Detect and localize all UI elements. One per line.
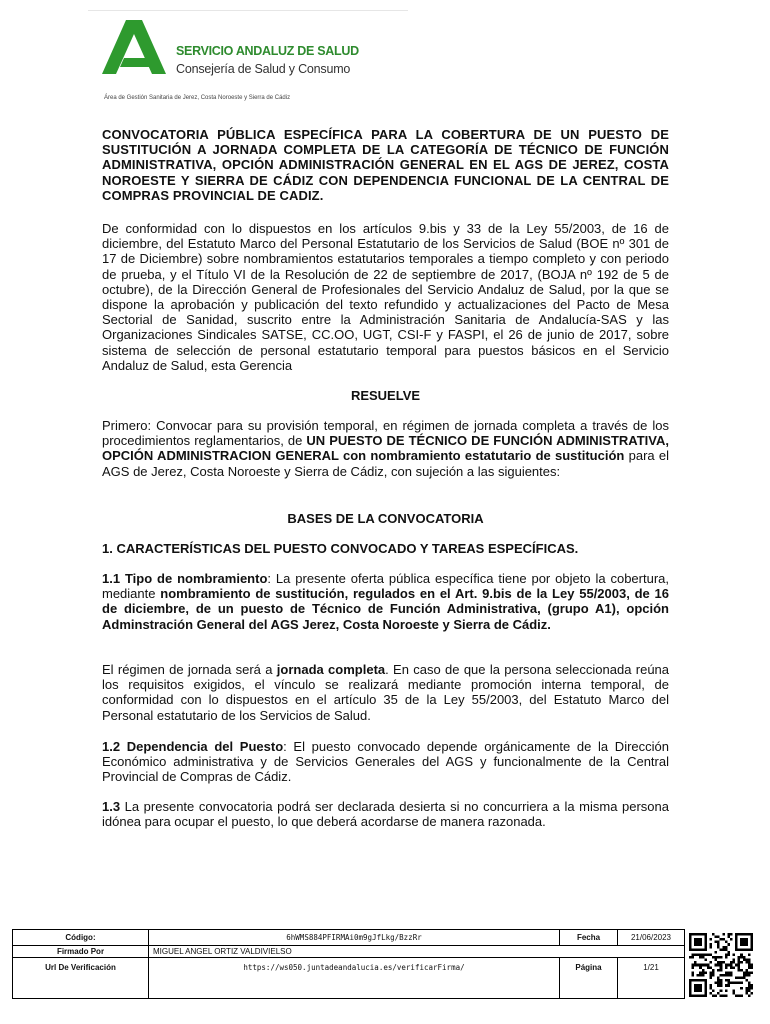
org-subtitle: Consejería de Salud y Consumo [176, 62, 351, 76]
jornada-text-c: . En caso de que la persona seleccionada reúna los requisitos exigidos, el vínculo se realizará mediante promoción interna temporal, de conformidad con lo dispuestos en el artículo 35 de la Ley 55/2003, del Estatuto Marco del Personal estatutario de los Servicios de Salud. [102, 662, 670, 723]
document-title: CONVOCATORIA PÚBLICA ESPECÍFICA PARA LA COBERTURA DE UN PUESTO DE SUSTITUCIÓN A JORNADA COMPLETA DE LA CATEGORÍA DE TÉCNICO DE FUNCIÓN ADMINISTRATIVA, OPCIÓN ADMINISTRACIÓN GENERAL EN EL AGS DE JEREZ, COSTA NOROESTE Y SIERRA DE CÁDIZ CON DEPENDENCIA FUNCIONAL DE LA CENTRAL DE COMPRAS PROVINCIAL DE CADIZ. [102, 127, 669, 203]
signature-row-url [13, 957, 684, 998]
section-1-1-paragraph [102, 571, 669, 632]
codigo-label: Código: [13, 930, 149, 945]
sas-logo-icon [102, 20, 168, 76]
jornada-text-a: El régimen de jornada será a [102, 662, 277, 677]
section-1-3-text: La presente convocatoria podrá ser declarada desierta si no concurriera a la misma persona idónea para ocupar el puesto, lo que deberá acordarse de manera razonada. [102, 799, 669, 830]
qr-code-icon [689, 933, 753, 997]
section-1-1-label: 1.1 Tipo de nombramiento [102, 571, 268, 586]
section-1-heading: 1. CARACTERÍSTICAS DEL PUESTO CONVOCADO Y TAREAS ESPECÍFICAS. [102, 541, 579, 556]
pagina-label: Página [560, 957, 618, 998]
signature-row-codigo [13, 930, 684, 946]
codigo-value: 6hWMS884PFIRMAi0m9gJfLkg/BzzRr [149, 930, 560, 945]
url-value[interactable]: https://ws050.juntadeandalucia.es/verificarFirma/ [149, 957, 560, 998]
sas-logo [102, 20, 372, 84]
org-name: SERVICIO ANDALUZ DE SALUD [176, 44, 359, 58]
primero-paragraph [102, 418, 669, 479]
pagina-value: 1/21 [643, 963, 659, 972]
jornada-text-b: jornada completa [276, 662, 386, 677]
signature-table [12, 929, 685, 999]
bases-heading: BASES DE LA CONVOCATORIA [287, 511, 484, 526]
firmado-value: MIGUEL ANGEL ORTIZ VALDIVIELSO [153, 946, 292, 956]
section-1-2-text: : El puesto convocado depende orgánicamente de la Dirección Económico administrativa y de Servicios Generales del AGS y funcionalmente de la Central Provincial de Compras de Cádiz. [102, 739, 669, 785]
section-1-3-paragraph [102, 799, 669, 829]
section-1-2-paragraph [102, 739, 669, 785]
section-1-1-text-b: nombramiento de sustitución, regulados en el Art. 9.bis de la Ley 55/2003, de 16 de diciembre, de un puesto de Técnico de Función Administrativa, (grupo A1), opción Adminstración General del AGS Jerez, Costa Noroeste y Sierra de Cádiz. [102, 586, 670, 632]
intro-paragraph: De conformidad con lo dispuestos en los artículos 9.bis y 33 de la Ley 55/2003, de 16 de diciembre, del Estatuto Marco del Personal Estatutario de los Servicios de Salud (BOE nº 301 de 17 de Diciembre) sobre nombramientos estatutarios temporales a tiempo completo y con periodo de prueba, y el Título VI de la Resolución de 22 de septiembre de 2017, (BOJA nº 192 de 5 de octubre), de la Dirección General de Profesionales del Servicio Andaluz de Salud, por la que se dispone la aprobación y publicación del texto refundido y actualizaciones del Pacto de Mesa Sectorial de Sanidad, suscrito entre la Administración Sanitaria de Andalucía-SAS y las Organizaciones Sindicales SATSE, CC.OO, UGT, CSI-F y FASPI, el 26 de junio de 2017, sobre sistema de selección de personal estatutario temporal para puestos básicos en el Servicio Andaluz de Salud, esta Gerencia [102, 221, 669, 373]
firmado-label: Firmado Por [13, 945, 149, 957]
primero-text-a: Primero: Convocar para su provisión temporal, en régimen de jornada completa a través de los procedimientos reglamentarios, de [102, 418, 669, 449]
section-1-1-text-a: : La presente oferta pública específica tiene por objeto la cobertura, mediante [102, 571, 669, 602]
fecha-value: 21/06/2023 [630, 933, 672, 942]
jornada-paragraph [102, 662, 669, 723]
section-1-2-label: 1.2 Dependencia del Puesto [102, 739, 284, 754]
header-rule [88, 10, 408, 11]
url-label: Url De Verificación [13, 957, 149, 998]
section-1-3-label: 1.3 [102, 799, 121, 814]
area-name: Área de Gestión Sanitaria de Jerez, Costa Noroeste y Sierra de Cádiz [104, 95, 291, 101]
primero-text-b: UN PUESTO DE TÉCNICO DE FUNCIÓN ADMINISTRATIVA, OPCIÓN ADMINISTRACION GENERAL con nombramiento estatutario de sustitución [102, 433, 669, 464]
resuelve-heading: RESUELVE [350, 388, 421, 403]
fecha-label: Fecha [560, 930, 618, 945]
primero-text-c: para el AGS de Jerez, Costa Noroeste y Sierra de Cádiz, con sujeción a las siguientes: [102, 448, 669, 479]
